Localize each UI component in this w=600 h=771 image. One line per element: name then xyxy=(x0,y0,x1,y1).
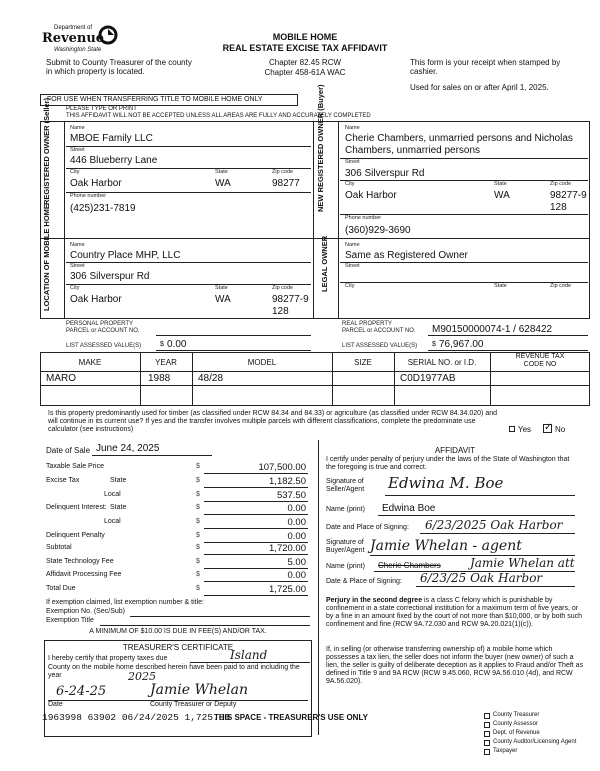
real-parcel-value[interactable]: M90150000074-1 / 628422 xyxy=(432,324,553,335)
cell-serial[interactable]: C0D1977AB xyxy=(400,373,456,384)
distribution-checkbox[interactable] xyxy=(484,713,490,719)
treasurer-year-hw: 2025 xyxy=(128,670,156,683)
fee-row xyxy=(46,490,310,502)
distribution-label: County Assessor xyxy=(493,721,539,727)
fee-row xyxy=(46,543,310,555)
fee-dollar: $ xyxy=(196,544,200,551)
distribution-label: Dept. of Revenue xyxy=(493,730,540,736)
fee-label: Subtotal xyxy=(46,544,72,551)
affidavit-title: AFFIDAVIT xyxy=(434,446,476,455)
fee-row xyxy=(46,570,310,582)
personal-parcel-label-1: PERSONAL PROPERTY xyxy=(66,321,134,327)
dor-mark-icon xyxy=(98,25,118,45)
fee-label: Affidavit Processing Fee xyxy=(46,571,122,578)
buyer-name-label: Name xyxy=(345,125,360,131)
owner-grid xyxy=(40,121,590,319)
fee-label: Total Due xyxy=(46,585,76,592)
personal-assessed-label: LIST ASSESSED VALUE(S) xyxy=(66,343,142,349)
chapter-rcw: Chapter 82.45 RCW xyxy=(268,58,342,67)
please-type: PLEASE TYPE OR PRINT xyxy=(66,106,137,112)
cell-year[interactable]: 1988 xyxy=(148,373,171,384)
fee-amount[interactable]: 5.00 xyxy=(287,557,306,568)
seller-city[interactable]: Oak Harbor xyxy=(70,178,122,189)
minimum-due-note: A MINIMUM OF $10.00 IS DUE IN FEE(S) AND/OR TAX. xyxy=(89,628,267,635)
fee-amount[interactable]: 0.00 xyxy=(287,503,306,514)
fee-label: State Technology Fee xyxy=(46,558,114,565)
distribution-checkbox[interactable] xyxy=(484,740,490,746)
distribution-label: Taxpayer xyxy=(493,748,518,754)
seller-zip-label: Zip code xyxy=(272,169,294,175)
buyer-street[interactable]: 306 Silverspur Rd xyxy=(345,168,425,179)
legal-city-label: City xyxy=(345,283,355,289)
seller-state[interactable]: WA xyxy=(215,178,231,189)
seller-name-print[interactable]: Edwina Boe xyxy=(382,503,436,514)
location-city-label: City xyxy=(70,285,80,291)
location-side-label: LOCATION OF MOBILE HOME xyxy=(42,204,51,311)
timber-question: Is this property predominantly used for timber (as classified under RCW 84.34 and 84.33) or agriculture (as classified under RCW 84.34.020) and will continue in its current use? If yes and the transfer involves multiple parcels with different classifications, complete the predominate use calculator (see instructions) xyxy=(48,410,497,434)
logo-state: Washington State xyxy=(54,47,102,53)
treasurer-county-hw: Island xyxy=(230,648,268,662)
buyer-name-struck: Cherie Chambers xyxy=(378,561,441,570)
fee-label: Delinquent Interest: xyxy=(46,504,107,511)
location-zip-label: Zip code xyxy=(272,285,294,291)
real-assessed-label: LIST ASSESSED VALUE(S) xyxy=(342,343,418,349)
real-parcel-label-1: REAL PROPERTY xyxy=(342,321,393,327)
exemption-line-3: Exemption Title xyxy=(46,617,94,624)
col-size: SIZE xyxy=(354,358,372,367)
location-city[interactable]: Oak Harbor xyxy=(70,294,122,305)
seller-date-label: Date and Place of Signing: xyxy=(326,524,409,531)
fee-row xyxy=(46,517,310,529)
buyer-state-label: State xyxy=(494,181,507,187)
fee-dollar: $ xyxy=(196,491,200,498)
date-of-sale-value[interactable]: June 24, 2025 xyxy=(96,443,160,454)
seller-signature-hw: Edwina M. Boe xyxy=(388,474,504,492)
check-icon: ✓ xyxy=(544,422,553,433)
treasurer-date-hw: 6-24-25 xyxy=(56,684,107,699)
fee-amount[interactable]: 537.50 xyxy=(276,490,306,501)
tax-lien-note: If, in selling (or otherwise transferring ownership of) a mobile home which possesses a tax lien, the seller does not inform the buyer (new owner) of such a lien, the seller is guilty of deliberate deception as it applies to Fraud and/or Theft as defined in Title 9 and 9A RCW (RCW 9.45.060, RCW 9A.56.010 (4d), and RCW 9A.56.020). xyxy=(326,646,584,686)
legal-name[interactable]: Same as Registered Owner xyxy=(345,250,468,261)
col-year: YEAR xyxy=(155,358,177,367)
seller-phone-label: Phone number xyxy=(70,193,107,199)
fee-amount[interactable]: 0.00 xyxy=(287,570,306,581)
fee-dollar: $ xyxy=(196,477,200,484)
fee-label: Excise Tax xyxy=(46,477,80,484)
fee-dollar: $ xyxy=(196,571,200,578)
timber-no-label: No xyxy=(555,425,566,434)
fee-dollar: $ xyxy=(196,518,200,525)
location-zip-2[interactable]: 128 xyxy=(272,306,289,317)
seller-name-label: Name xyxy=(70,125,85,131)
fee-label: Taxable Sale Price xyxy=(46,463,104,470)
fee-row xyxy=(46,584,310,596)
personal-parcel-label-2: PARCEL or ACCOUNT NO. xyxy=(66,328,140,334)
cell-model[interactable]: 48/28 xyxy=(198,373,224,384)
buyer-sig-label: Signature of Buyer/Agent xyxy=(326,539,365,555)
receipt-note: This form is your receipt when stamped by cashier. xyxy=(410,58,561,77)
location-street[interactable]: 306 Silverspur Rd xyxy=(70,271,150,282)
exemption-line-2: Exemption No. (Sec/Sub) xyxy=(46,608,125,615)
fee-amount[interactable]: 1,725.00 xyxy=(269,584,306,595)
logo-line1: Department of xyxy=(54,25,93,31)
fee-sub-label: State xyxy=(110,477,127,484)
exemption-line-1: If exemption claimed, list exemption number & title: xyxy=(46,599,204,606)
distribution-label: County Auditor/Licensing Agent xyxy=(493,739,577,745)
fee-dollar: $ xyxy=(196,532,200,539)
date-of-sale-label: Date of Sale xyxy=(46,446,91,455)
treasurer-sig-label: County Treasurer or Deputy xyxy=(150,701,237,708)
seller-name[interactable]: MBOE Family LLC xyxy=(70,133,153,144)
logo-name: Revenue xyxy=(42,31,105,46)
location-name[interactable]: Country Place MHP, LLC xyxy=(70,250,181,261)
buyer-name-line1[interactable]: Cherie Chambers, unmarried persons and Nicholas xyxy=(345,133,573,144)
fee-dollar: $ xyxy=(196,558,200,565)
treasurer-date-label: Date xyxy=(48,701,63,708)
fee-row xyxy=(46,476,310,488)
cashier-stamp: 1963998 63902 06/24/2025 1,725.00 xyxy=(42,712,231,723)
real-assessed-value[interactable]: 76,967.00 xyxy=(439,339,484,350)
fee-sub-label: Local xyxy=(104,518,121,525)
legal-zip-label: Zip code xyxy=(550,283,572,289)
real-parcel-label-2: PARCEL or ACCOUNT NO. xyxy=(342,328,416,334)
transfer-note: FOR USE WHEN TRANSFERRING TITLE TO MOBILE HOME ONLY xyxy=(47,96,263,103)
fee-row xyxy=(46,531,310,543)
fee-row xyxy=(46,462,310,474)
perjury-rest: is a class C felony which is punishable by confinement in a state correctional institution for a maximum term of five years, or by a fine in an amount fixed by the court of not more than $10,000, or by both such confinement and fine (RCW 9A.72.030 and RCW 9A.20.021(1)(c)). xyxy=(326,597,583,629)
fee-sub-label: State xyxy=(110,504,127,511)
location-street-label: Street xyxy=(70,263,85,269)
col-revenue-code: REVENUE TAX CODE NO xyxy=(515,353,565,369)
personal-assessed-value[interactable]: 0.00 xyxy=(167,339,187,350)
buyer-date-hw: 6/23/25 Oak Harbor xyxy=(420,571,543,585)
distribution-checkbox[interactable] xyxy=(484,749,490,755)
dor-logo xyxy=(40,22,120,54)
fee-label: Delinquent Penalty xyxy=(46,532,105,539)
seller-state-label: State xyxy=(215,169,228,175)
used-for-note: Used for sales on or after April 1, 2025. xyxy=(410,83,549,92)
col-make: MAKE xyxy=(78,358,102,367)
buyer-city-label: City xyxy=(345,181,355,187)
distribution-checkbox[interactable] xyxy=(484,722,490,728)
transfer-note-box xyxy=(40,94,298,106)
timber-yes-checkbox[interactable] xyxy=(509,426,515,432)
real-assessed-dollar: $ xyxy=(432,341,436,348)
buyer-zip-2[interactable]: 128 xyxy=(550,202,567,213)
location-state-label: State xyxy=(215,285,228,291)
buyer-date-label: Date & Place of Signing: xyxy=(326,578,402,585)
seller-date-hw: 6/23/2025 Oak Harbor xyxy=(425,518,563,532)
buyer-zip-1[interactable]: 98277-9 xyxy=(550,190,587,201)
fee-dollar: $ xyxy=(196,585,200,592)
distribution-checkbox[interactable] xyxy=(484,731,490,737)
seller-street[interactable]: 446 Blueberry Lane xyxy=(70,155,158,166)
seller-side-label: REGISTERED OWNER (Seller) xyxy=(42,97,51,205)
chapter-wac: Chapter 458-61A WAC xyxy=(264,68,346,77)
treasurer-title: TREASURER'S CERTIFICATE xyxy=(122,643,234,652)
buyer-side-label: NEW REGISTERED OWNER (Buyer) xyxy=(316,84,325,212)
cell-make[interactable]: MARO xyxy=(46,373,76,384)
affidavit-certify: I certify under penalty of perjury under the laws of the State of Washington that the foregoing is true and correct. xyxy=(326,456,570,472)
seller-street-label: Street xyxy=(70,147,85,153)
buyer-name-hw: Jamie Whelan att xyxy=(470,556,575,570)
buyer-state[interactable]: WA xyxy=(494,190,510,201)
buyer-signature-hw: Jamie Whelan - agent xyxy=(370,538,522,554)
col-serial: SERIAL NO. or I.D. xyxy=(407,358,477,367)
buyer-name-print-label: Name (print) xyxy=(326,563,365,570)
submit-note: Submit to County Treasurer of the county in which property is located. xyxy=(46,58,192,77)
seller-sig-label: Signature of Seller/Agent xyxy=(326,478,365,494)
fee-sub-label: Local xyxy=(104,491,121,498)
treasurer-use-only: THIS SPACE - TREASURER'S USE ONLY xyxy=(214,713,368,722)
fee-dollar: $ xyxy=(196,463,200,470)
form-title-2: REAL ESTATE EXCISE TAX AFFIDAVIT xyxy=(222,43,388,53)
seller-zip[interactable]: 98277 xyxy=(272,178,300,189)
col-model: MODEL xyxy=(247,358,277,367)
not-accepted-note: THIS AFFIDAVIT WILL NOT BE ACCEPTED UNLESS ALL AREAS ARE FULLY AND ACCURATELY COMPLETED xyxy=(66,113,371,119)
fee-amount[interactable]: 1,182.50 xyxy=(269,476,306,487)
legal-street-label: Street xyxy=(345,263,360,269)
buyer-phone[interactable]: (360)929-3690 xyxy=(345,225,411,236)
buyer-street-label: Street xyxy=(345,159,360,165)
seller-city-label: City xyxy=(70,169,80,175)
buyer-zip-label: Zip code xyxy=(550,181,572,187)
location-zip-1[interactable]: 98277-9 xyxy=(272,294,309,305)
personal-assessed-dollar: $ xyxy=(160,341,164,348)
fee-row xyxy=(46,503,310,515)
timber-yes-label: Yes xyxy=(518,425,532,434)
fee-amount[interactable]: 0.00 xyxy=(287,531,306,542)
fee-dollar: $ xyxy=(196,504,200,511)
timber-no-checkbox[interactable] xyxy=(543,424,552,433)
perjury-note xyxy=(326,597,584,629)
buyer-phone-label: Phone number xyxy=(345,215,382,221)
fee-amount[interactable]: 1,720.00 xyxy=(269,543,306,554)
fee-amount[interactable]: 0.00 xyxy=(287,517,306,528)
buyer-name-line2[interactable]: Chambers, unmarried persons xyxy=(345,145,481,156)
legal-side-label: LEGAL OWNER xyxy=(320,235,329,292)
seller-phone[interactable]: (425)231-7819 xyxy=(70,203,136,214)
perjury-bold: Perjury in the second degree xyxy=(326,597,423,604)
legal-state-label: State xyxy=(494,283,507,289)
distribution-label: County Treasurer xyxy=(493,712,540,718)
legal-name-label: Name xyxy=(345,242,360,248)
treasurer-text-2: County on the mobile home described herein have been paid to and including the year xyxy=(48,664,300,680)
fee-row xyxy=(46,557,310,569)
fee-amount[interactable]: 107,500.00 xyxy=(258,462,306,473)
form-title-1: MOBILE HOME xyxy=(272,32,338,42)
treasurer-signature-hw: Jamie Whelan xyxy=(150,682,248,698)
location-name-label: Name xyxy=(70,242,85,248)
buyer-city[interactable]: Oak Harbor xyxy=(345,190,397,201)
location-state[interactable]: WA xyxy=(215,294,231,305)
seller-name-print-label: Name (print) xyxy=(326,506,365,513)
treasurer-text-1: I hereby certify that property taxes due xyxy=(48,655,168,662)
